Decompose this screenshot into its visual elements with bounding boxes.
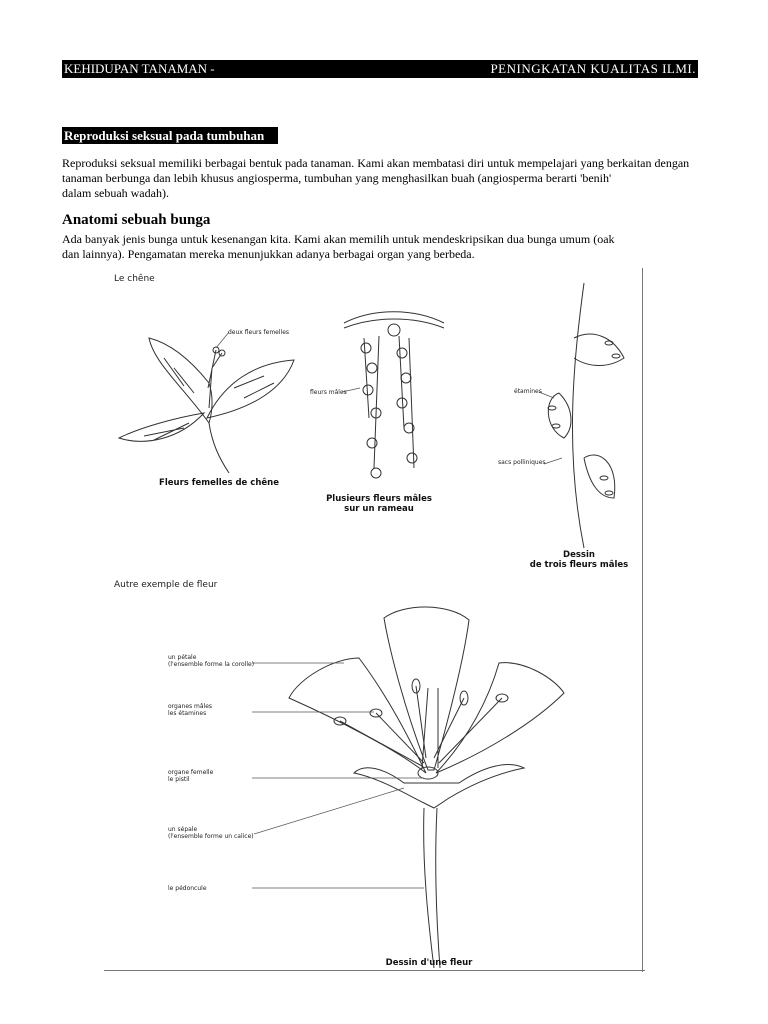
label-male-organs [168,703,212,717]
caption-male-flowers-1: Plusieurs fleurs mâles [326,494,432,504]
label-male-organs-line-1: organes mâles [168,703,213,710]
header-bar [62,60,698,78]
caption-drawing-2: de trois fleurs mâles [529,560,629,570]
label-male-flowers: fleurs mâles [310,389,347,396]
intro-line-3: dalam sebuah wadah). [62,186,169,200]
label-male-organs-line-2: les étamines [168,710,207,717]
label-stamens: étamines [514,388,542,395]
label-peduncle: le pédoncule [168,885,207,892]
label-sepal [168,826,254,840]
section-heading: Reproduksi seksual pada tumbuhan [62,127,278,144]
header-title-right: PENINGKATAN KUALITAS ILMI. [490,61,696,76]
oak-section-title: Le chêne [114,274,155,284]
label-female-organ-line-2: le pistil [168,776,190,783]
anatomy-line-2: dan lainnya). Pengamatan mereka menunjukkan adanya berbagai organ yang berbeda. [62,247,475,261]
label-petal [168,654,254,668]
label-petal-line-1: un pétale [168,654,197,661]
label-female-organ [168,769,213,783]
flower-section-title: Autre exemple de fleur [114,580,218,590]
oak-leaf-drawing [119,338,294,473]
header-title-left: KEHIDUPAN TANAMAN - [64,61,215,76]
intro-line-1: Reproduksi seksual memiliki berbagai bentuk pada tanaman. Kami akan membatasi diri untuk mempelajari yang berkaitan dengan [62,156,690,170]
anatomy-paragraph [62,232,682,262]
caption-drawing-1: Dessin [563,550,595,560]
label-pollen-sacs: sacs polliniques [498,459,546,466]
label-sepal-line-2: (l'ensemble forme un calice) [168,833,254,840]
caption-female-flowers: Fleurs femelles de chêne [159,478,279,488]
male-catkin-drawing [344,312,444,478]
label-female-organ-line-1: organe femelle [168,769,214,776]
anatomy-heading: Anatomi sebuah bunga [62,212,211,228]
figure-illustration [104,268,645,972]
label-female-flowers: deux fleurs femelles [228,329,290,336]
intro-paragraph [62,156,752,201]
anatomy-line-1: Ada banyak jenis bunga untuk kesenangan kita. Kami akan memilih untuk mendeskripsikan dua bunga umum (oak [62,232,615,246]
caption-flower-drawing: Dessin d'une fleur [385,958,473,968]
label-petal-line-2: (l'ensemble forme la corolle) [168,661,255,668]
flower-figure [104,268,645,972]
figure-border-right [642,268,643,972]
intro-line-2: tanaman berbunga dan lebih khusus angiosperma, tumbuhan yang menghasilkan buah (angiosperma berarti 'benih' [62,171,612,185]
label-sepal-line-1: un sépale [168,826,198,833]
male-flowers-branch-drawing [548,283,624,548]
caption-male-flowers-2: sur un rameau [344,504,414,514]
figure-border-bottom [104,970,645,971]
flower-diagram [289,607,564,968]
